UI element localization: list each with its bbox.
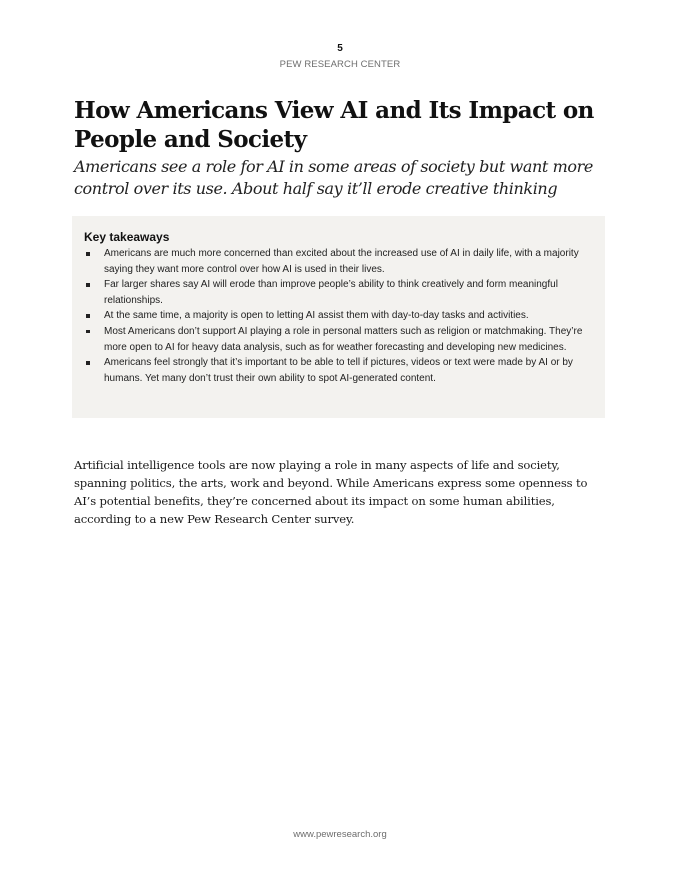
page-subtitle: Americans see a role for AI in some areas of society but want more control over its use. About half say it’ll erode creative thinking xyxy=(74,157,593,198)
page-title: How Americans View AI and Its Impact on People and Society xyxy=(74,97,594,153)
footer-url: www.pewresearch.org xyxy=(293,829,387,840)
key-takeaways-box xyxy=(72,216,605,418)
intro-paragraph: Artificial intelligence tools are now playing a role in many aspects of life and society, spanning politics, the arts, work and beyond. While Americans express some openness to AI’s potential benefits, they’re concerned about its impact on some human abilities, according to a new Pew Research Center survey. xyxy=(74,458,588,526)
bullet-square-icon xyxy=(86,252,90,256)
takeaway-text: Americans feel strongly that it’s important to be able to tell if pictures, videos or text were made by AI or by humans. Yet many don’t trust their own ability to spot AI-generated content. xyxy=(104,357,573,384)
running-header: PEW RESEARCH CENTER xyxy=(279,59,401,70)
bullet-square-icon xyxy=(86,314,90,318)
key-takeaways-list xyxy=(84,246,591,386)
takeaway-item xyxy=(84,277,591,308)
takeaway-item xyxy=(84,308,591,324)
takeaway-item xyxy=(84,246,591,277)
takeaway-text: Far larger shares say AI will erode than improve people’s ability to think creatively and form meaningful relationships. xyxy=(104,279,558,306)
takeaway-text: Most Americans don’t support AI playing a role in personal matters such as religion or matchmaking. They’re more open to AI for heavy data analysis, such as for weather forecasting and developing new medicines. xyxy=(104,325,583,353)
bullet-square-icon xyxy=(86,330,90,334)
key-takeaways-heading: Key takeaways xyxy=(84,230,170,244)
takeaway-item xyxy=(84,355,591,386)
bullet-square-icon xyxy=(86,283,90,287)
takeaway-text: At the same time, a majority is open to letting AI assist them with day-to-day tasks and activities. xyxy=(104,310,529,322)
takeaway-item xyxy=(84,324,591,355)
takeaway-text: Americans are much more concerned than excited about the increased use of AI in daily life, with a majority saying they want more control over how AI is used in their lives. xyxy=(104,248,579,275)
page-number: 5 xyxy=(337,43,343,54)
bullet-square-icon xyxy=(86,361,90,365)
